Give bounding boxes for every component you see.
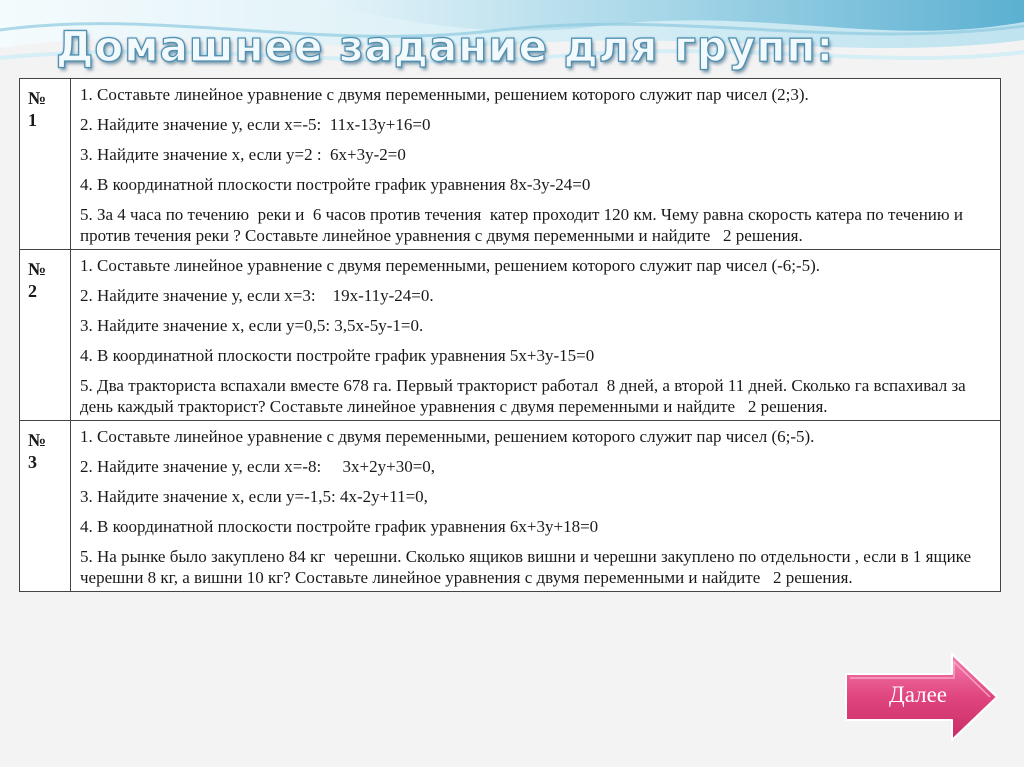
task-item: 3. Найдите значение х, если у=0,5: 3,5х-5у-1=0.	[80, 316, 424, 335]
table-row	[20, 421, 1001, 592]
next-button[interactable]	[842, 652, 1000, 742]
table-row	[20, 79, 1001, 250]
task-item: 2. Найдите значение у, если х=-8: 3х+2у+30=0,	[80, 457, 436, 476]
group-number-sign: №	[28, 88, 47, 108]
task-item: 4. В координатной плоскости постройте график уравнения 5х+3у-15=0	[80, 346, 595, 365]
task-item: 1. Составьте линейное уравнение с двумя переменными, решением которого служит пар чисел (6;-5).	[80, 427, 815, 446]
slide-title: Домашнее задание для групп:	[56, 22, 835, 71]
task-item: 3. Найдите значение х, если у=-1,5: 4х-2у+11=0,	[80, 487, 428, 506]
next-button-label: Далее	[889, 682, 947, 707]
task-item: 5. Два тракториста вспахали вместе 678 га. Первый тракторист работал 8 дней, а второй 11 дней. Сколько га вспахивал за день каждый тракторист? Составьте линейное уравнения с двумя переменными и найдите 2 решения.	[80, 376, 970, 416]
task-item: 5. На рынке было закуплено 84 кг черешни. Сколько ящиков вишни и черешни закуплено по отдельности , если в 1 ящике черешни 8 кг, а вишни 10 кг? Составьте линейное уравнения с двумя переменными и найдите 2 решения.	[80, 547, 976, 587]
task-item: 1. Составьте линейное уравнение с двумя переменными, решением которого служит пар чисел (-6;-5).	[80, 256, 821, 275]
task-item: 4. В координатной плоскости постройте график уравнения 8х-3у-24=0	[80, 175, 591, 194]
group-number-cell	[20, 421, 71, 592]
task-item: 2. Найдите значение у, если х=-5: 11х-13у+16=0	[80, 115, 431, 134]
task-list	[71, 250, 1001, 421]
task-item: 4. В координатной плоскости постройте график уравнения 6х+3у+18=0	[80, 517, 599, 536]
group-number: 2	[28, 281, 37, 301]
group-number-sign: №	[28, 259, 47, 279]
group-number-cell	[20, 79, 71, 250]
task-list	[71, 79, 1001, 250]
group-number-sign: №	[28, 430, 47, 450]
group-number: 3	[28, 452, 37, 472]
group-number-cell	[20, 250, 71, 421]
group-number: 1	[28, 110, 37, 130]
homework-table	[19, 78, 1001, 592]
task-item: 1. Составьте линейное уравнение с двумя переменными, решением которого служит пар чисел (2;3).	[80, 85, 809, 104]
task-item: 2. Найдите значение у, если х=3: 19х-11у-24=0.	[80, 286, 434, 305]
task-item: 5. За 4 часа по течению реки и 6 часов против течения катер проходит 120 км. Чему равна скорость катера по течению и против течения реки ? Составьте линейное уравнения с двумя переменными и найдите 2 решения.	[80, 205, 968, 245]
table-row	[20, 250, 1001, 421]
task-list	[71, 421, 1001, 592]
task-item: 3. Найдите значение х, если у=2 : 6х+3у-2=0	[80, 145, 406, 164]
